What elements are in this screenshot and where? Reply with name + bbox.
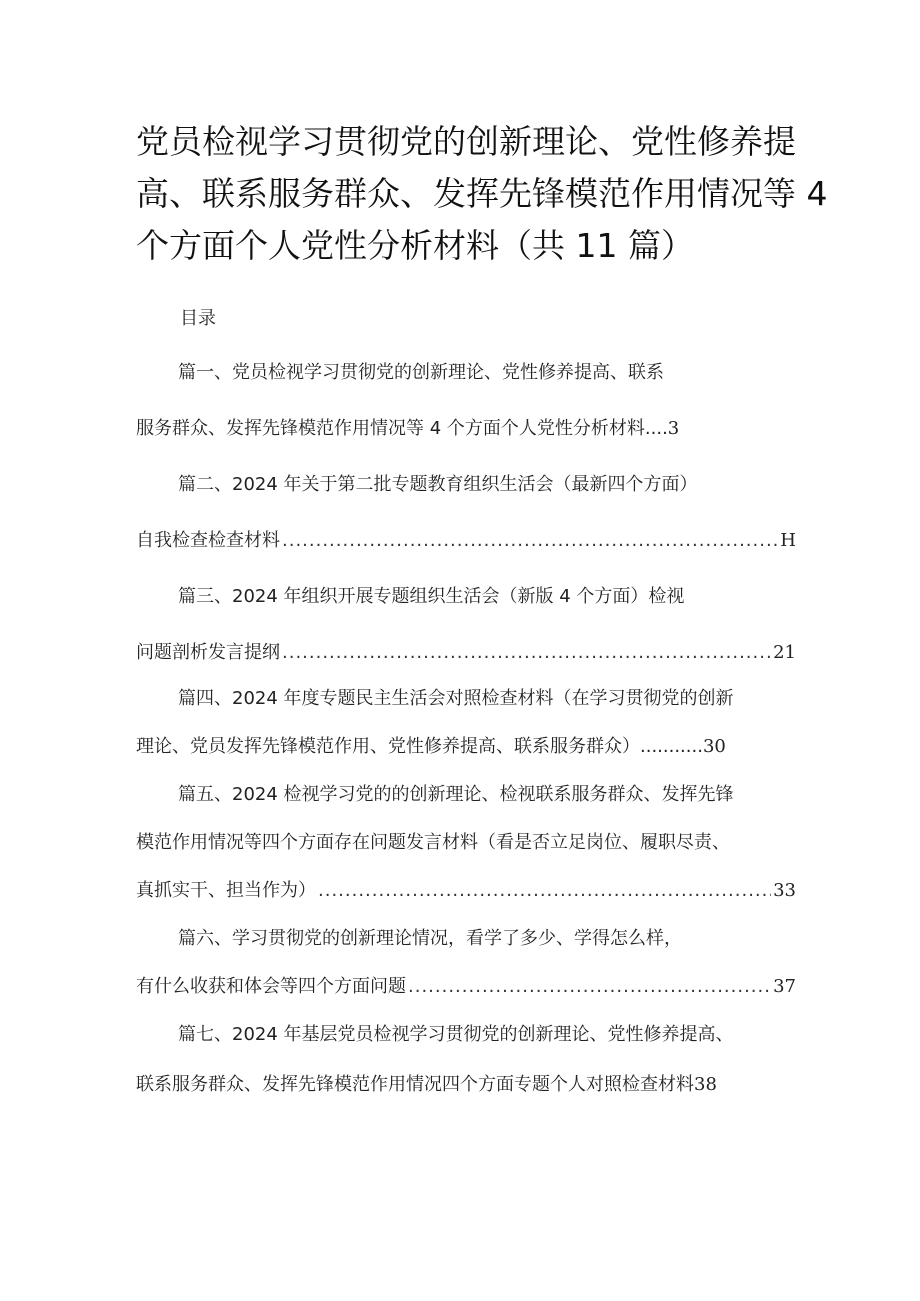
toc-entry-1-line-1: 篇一、党员检视学习贯彻党的创新理论、党性修养提高、联系 [178,362,664,383]
toc-entry-2-text: 自我检查检查材料 [136,530,280,551]
toc-entry-7-line-2 [136,1070,717,1100]
toc-entry-7-page: 38 [694,1074,717,1095]
toc-entry-7-text: 联系服务群众、发挥先锋模范作用情况四个方面专题个人对照检查材料 [136,1074,694,1095]
toc-entry-6-line-1: 篇六、学习贯彻党的创新理论情况，看学了多少、学得怎么样， [178,928,682,949]
title-line-3: 个方面个人党性分析材料（共 11 篇） [136,226,694,265]
title-line-1: 党员检视学习贯彻党的创新理论、党性修养提 [136,122,796,161]
toc-entry-5-leader [318,876,771,906]
toc-entry-5-page: 33 [773,880,796,901]
toc-entry-1-dots: .... [644,418,668,439]
toc-entry-4-line-1: 篇四、2024 年度专题民主生活会对照检查材料（在学习贯彻党的创新 [178,688,734,709]
toc-entry-5-text: 真抓实干、担当作为） [136,880,316,901]
toc-entry-1-page: 3 [667,418,680,439]
toc-entry-1-line-2 [136,414,679,444]
toc-entry-2-page: H [780,530,796,551]
toc-entry-3-page: 21 [773,642,796,663]
toc-entry-5-line-1: 篇五、2024 检视学习党的的创新理论、检视联系服务群众、发挥先锋 [178,784,734,805]
toc-entry-3-line-1: 篇三、2024 年组织开展专题组织生活会（新版 4 个方面）检视 [178,586,685,607]
toc-entry-4-line-2 [136,732,726,762]
toc-entry-2-line-1: 篇二、2024 年关于第二批专题教育组织生活会（最新四个方面） [178,474,698,495]
toc-entry-3-line-2 [136,638,796,668]
toc-entry-4-dots: ........... [640,736,703,757]
toc-heading: 目录 [180,308,216,329]
toc-entry-6-line-2 [136,972,796,1002]
toc-entry-6-leader [408,972,771,1002]
toc-entry-4-page: 30 [702,736,726,757]
title-line-2: 高、联系服务群众、发挥先锋模范作用情况等 4 [136,174,828,213]
toc-entry-1-text: 服务群众、发挥先锋模范作用情况等 4 个方面个人党性分析材料 [136,418,645,439]
toc-entry-6-page: 37 [773,976,796,997]
toc-entry-5-line-3 [136,876,796,906]
toc-entry-6-text: 有什么收获和体会等四个方面问题 [136,976,406,997]
toc-entry-7-line-1: 篇七、2024 年基层党员检视学习贯彻党的创新理论、党性修养提高、 [178,1024,734,1045]
toc-entry-3-text: 问题剖析发言提纲 [136,642,280,663]
document-title [136,116,828,272]
toc-entry-2-line-2 [136,526,796,556]
toc-entry-2-leader [282,526,778,556]
toc-entry-5-line-2: 模范作用情况等四个方面存在问题发言材料（看是否立足岗位、履职尽责、 [136,832,730,853]
toc-entry-3-leader [282,638,771,668]
toc-entry-4-text: 理论、党员发挥先锋模范作用、党性修养提高、联系服务群众） [136,736,640,757]
